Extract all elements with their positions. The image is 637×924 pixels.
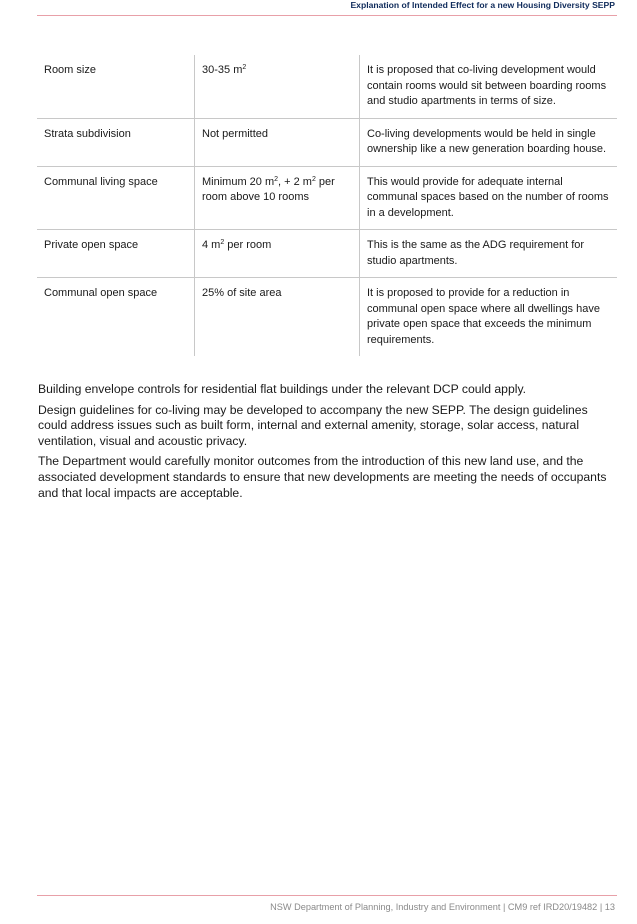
comment-cell: This is the same as the ADG requirement for studio apartments. [360, 230, 618, 278]
table-row [37, 55, 617, 118]
table-row [37, 278, 617, 357]
control-cell: Private open space [37, 230, 195, 278]
table-row [37, 166, 617, 230]
control-cell: Room size [37, 55, 195, 118]
footer-divider [37, 895, 617, 896]
co-living-standards-table [37, 55, 617, 356]
header-divider [37, 15, 617, 16]
control-cell: Strata subdivision [37, 118, 195, 166]
standard-cell: 4 $m^2$ per room [195, 230, 360, 278]
paragraph: Building envelope controls for residential flat buildings under the relevant DCP could apply. [38, 382, 527, 396]
comment-cell: It is proposed that co-living development would contain rooms would sit between boarding rooms and studio apartments in terms of size. [360, 55, 618, 118]
header-title: Explanation of Intended Effect for a new Housing Diversity SEPP [350, 0, 615, 10]
table-row [37, 230, 617, 278]
comment-cell: Co-living developments would be held in single ownership like a new generation boarding house. [360, 118, 618, 166]
comment-cell: This would provide for adequate internal communal spaces based on the number of rooms in a development. [360, 166, 618, 230]
table-row [37, 118, 617, 166]
comment-cell: It is proposed to provide for a reduction in communal open space where all dwellings have private open space that exceeds the minimum requirements. [360, 278, 618, 357]
standard-cell: 30-35 $m^2$ [195, 55, 360, 118]
standard-cell: Not permitted [195, 118, 360, 166]
control-cell: Communal open space [44, 287, 158, 299]
standard-cell: Minimum 20 $m^2$, + 2 $m^2$ per room above 10 rooms [195, 166, 360, 230]
standard-cell: 25% of site area [195, 278, 360, 357]
body-text [38, 382, 618, 506]
control-cell: Communal living space [37, 166, 195, 230]
footer-text: NSW Department of Planning, Industry and Environment | CM9 ref IRD20/19482 | 13 [270, 902, 615, 912]
paragraph: Design guidelines for co-living may be developed to accompany the new SEPP. The design guidelines could address issues such as built form, internal and external amenity, storage, solar access, natural ventilation, visual and acoustic privacy. [38, 402, 588, 448]
paragraph: The Department would carefully monitor outcomes from the introduction of this new land use, and the associated development standards to ensure that new developments are meeting the needs of occupants and that local impacts are acceptable. [38, 454, 607, 500]
